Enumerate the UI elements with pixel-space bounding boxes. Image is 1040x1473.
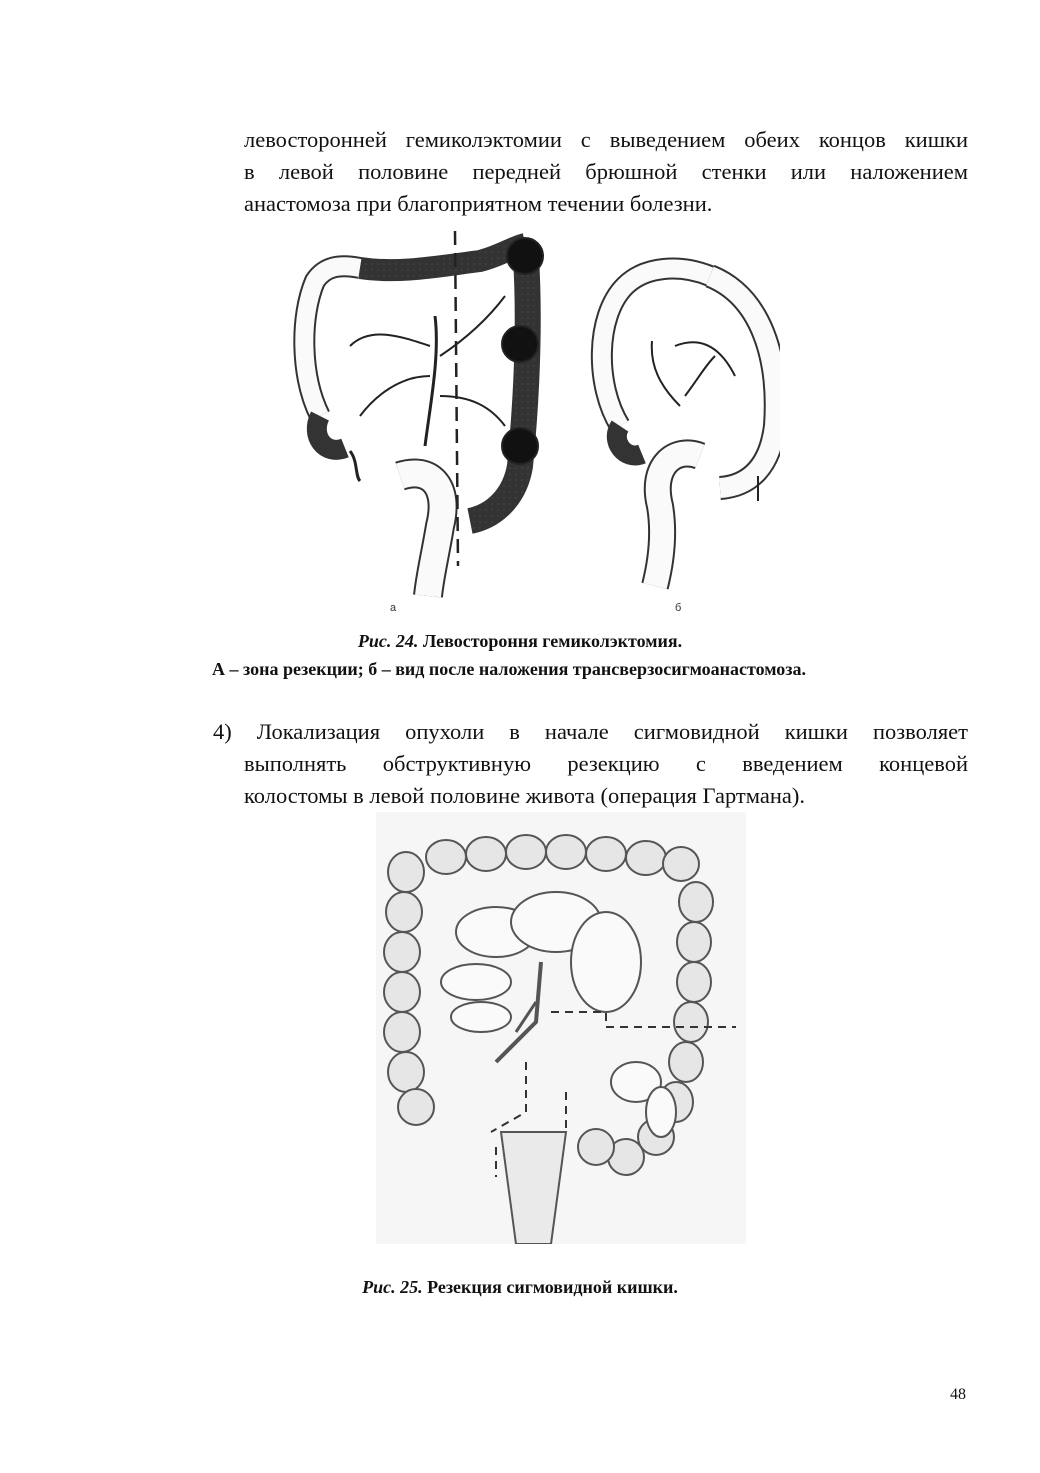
paragraph-continuation: [244, 124, 968, 220]
text-line: 4) Локализация опухоли в начале сигмовидной кишки позволяет: [213, 719, 968, 744]
text-line: выполнять обструктивную резекцию с введением концевой: [244, 751, 968, 776]
colon-after-anastomosis-drawing: [602, 269, 776, 586]
figure-24-illustration: [280, 226, 780, 621]
text-line: колостомы в левой половине живота (операция Гартмана).: [244, 783, 805, 808]
figure-25-caption: [0, 1274, 1040, 1301]
text-line: анастомоза при благоприятном течении болезни.: [244, 191, 713, 216]
figure-24-caption-line2: А – зона резекции; б – вид после наложения трансверзосигмоанастомоза.: [212, 659, 807, 679]
caption-prefix: Рис. 24.: [357, 631, 419, 651]
figure-label-b: б: [675, 602, 682, 614]
caption-title: Левостороння гемиколэктомия.: [422, 631, 683, 651]
page-number: 48: [950, 1386, 966, 1403]
figure-label-a: а: [390, 602, 397, 614]
colon-resection-zone-drawing: [304, 231, 543, 596]
figure-24-caption: [0, 628, 1040, 655]
text-line: в левой половине передней брюшной стенки или наложением: [244, 159, 968, 184]
text-line: левосторонней гемиколэктомии с выведением обеих концов кишки: [244, 127, 968, 152]
paragraph-item-4: [213, 716, 968, 812]
figure-25-illustration: [376, 812, 746, 1244]
caption-prefix: Рис. 25.: [362, 1277, 423, 1297]
caption-title: Резекция сигмовидной кишки.: [427, 1277, 678, 1297]
